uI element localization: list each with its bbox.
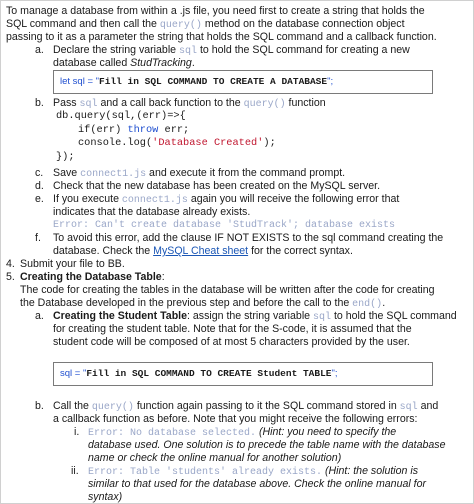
code-placeholder: Fill in SQL COMMAND TO CREATE Student TABLE (86, 368, 332, 379)
inline-code: query() (159, 20, 202, 31)
error-ii-line-3: syntax) (88, 491, 123, 503)
step-e-marker: e. (35, 193, 44, 205)
intro-text: method on the database connection object (201, 18, 405, 30)
intro-line-1 (6, 5, 425, 18)
intro-text: passing to it as a parameter the string that holds the SQL command and a callback function. (6, 31, 437, 43)
step-text: to hold the SQL command for creating a new (197, 44, 410, 56)
step-e-line-1 (53, 193, 399, 207)
hint-text: (Hint: you need to specify the (256, 426, 397, 438)
intro-line-2 (6, 18, 405, 32)
step-text: to hold the SQL command (331, 310, 457, 322)
intro-line-3 (6, 31, 437, 44)
item-5-paragraph-line-2 (20, 297, 385, 311)
step-c-marker: c. (35, 167, 44, 179)
step-d-marker: d. (35, 180, 44, 192)
inline-code: sql (313, 312, 332, 323)
inline-code: sql (179, 46, 198, 57)
step-d-line: Check that the new database has been created on the MySQL server. (53, 180, 381, 192)
error-i-line-3: name or check the online manual for another solution) (88, 452, 342, 464)
step-b-marker: b. (35, 97, 44, 109)
code-token: console.log( (78, 137, 153, 149)
step-f-line-1: To avoid this error, add the clause IF NOT EXISTS to the sql command creating the (53, 232, 444, 244)
inline-code: end() (352, 299, 383, 310)
sub-a-line-2: for creating the student table. Note that for the S-code, it is assumed that the (53, 323, 412, 335)
code-line-2 (56, 124, 276, 138)
item-5-heading (20, 271, 165, 284)
step-text: and execute it from the command prompt. (146, 167, 346, 179)
sub-b-marker: b. (35, 400, 44, 412)
no-database-error: Error: No database selected. (88, 428, 257, 439)
code-token: ); (263, 137, 276, 149)
item-5-paragraph-line-1: The code for creating the tables in the database will be written after the code for creating (20, 284, 435, 296)
section-title: Creating the Database Table (20, 271, 162, 283)
step-c-line (53, 167, 345, 181)
sub-a-line-3: student code will be composed of at most 5 characters provided by the user. (53, 336, 410, 348)
sub-b-line-2: a callback function as before. Note that you might receive the following errors: (53, 413, 418, 425)
mysql-cheat-sheet-link[interactable]: MySQL Cheat sheet (153, 245, 249, 257)
error-ii-marker: ii. (71, 465, 79, 477)
error-ii-line-2: similar to that used for the database above. Check the online manual for (88, 478, 427, 490)
create-table-code-box (53, 362, 433, 386)
table-exists-error: Error: Table 'students' already exists. (88, 467, 323, 478)
inline-code: connect1.js (80, 169, 147, 180)
step-text: If you execute (53, 193, 122, 205)
hint-text: (Hint: the solution is (322, 465, 419, 477)
step-f-marker: f. (35, 232, 41, 244)
code-prefix: sql = " (60, 368, 87, 379)
code-suffix: "; (331, 368, 338, 379)
paragraph-text: the Database developed in the previous step and before the call to the (20, 297, 353, 309)
step-text: function (285, 97, 326, 109)
step-text: Call the (53, 400, 92, 412)
step-text: again you will receive the following error that (187, 193, 400, 205)
error-i-marker: i. (74, 426, 80, 438)
sub-b-line-1 (53, 400, 438, 414)
step-text: for the correct syntax. (248, 245, 353, 257)
step-a-line-2 (53, 57, 195, 70)
inline-code: query() (91, 402, 134, 413)
error-i-line-1 (88, 426, 396, 440)
step-text: Pass (53, 97, 80, 109)
code-token: err; (158, 123, 190, 136)
inline-code: query() (243, 99, 286, 110)
item-4-text: Submit your file to BB. (20, 258, 125, 270)
create-database-code-box (53, 70, 433, 94)
database-exists-error: Error: Can't create database 'StudTrack'; database exists (53, 220, 396, 231)
step-text: function again passing to it the SQL command stored in (133, 400, 400, 412)
intro-text: To manage a database from within a .js file, you need first to create a string that holds the (6, 5, 425, 17)
inline-code: connect1.js (121, 195, 188, 206)
code-placeholder: Fill in SQL COMMAND TO CREATE A DATABASE (99, 76, 328, 87)
item-4-marker: 4. (6, 258, 15, 270)
database-name: StudTracking (130, 57, 192, 69)
step-e-line-2: indicates that the database already exists. (53, 206, 251, 218)
step-text: and a call back function to the (97, 97, 244, 109)
inline-code: sql (79, 99, 98, 110)
item-5-marker: 5. (6, 271, 15, 283)
code-keyword: throw (127, 123, 159, 136)
step-text: database. Check the (53, 245, 154, 257)
section-title-colon: : (161, 271, 165, 283)
code-token: if(err) (78, 123, 128, 136)
step-text: Save (53, 167, 81, 179)
code-line-4: }); (56, 150, 75, 163)
code-line-3 (56, 137, 276, 151)
sub-a-line-1 (53, 310, 457, 324)
step-a-marker: a. (35, 44, 44, 56)
step-text: . (191, 57, 195, 69)
paragraph-text: . (382, 297, 386, 309)
step-f-line-2 (53, 245, 353, 258)
step-text: database called (53, 57, 131, 69)
error-i-line-2: database used. One solution is to precede the table name with the database (88, 439, 446, 451)
code-prefix: let sql = " (60, 76, 100, 87)
step-text: : assign the string variable (187, 310, 314, 322)
intro-text: SQL command and then call the (6, 18, 160, 30)
code-line-1: db.query(sql,(err)=>{ (56, 110, 186, 122)
inline-code: sql (399, 402, 418, 413)
step-a-line-1 (53, 44, 410, 58)
code-string: 'Database Created' (152, 137, 264, 149)
sub-a-marker: a. (35, 310, 44, 322)
step-text: Declare the string variable (53, 44, 180, 56)
step-text: and (417, 400, 439, 412)
step-b-line (53, 97, 326, 111)
query-code-block (56, 110, 276, 164)
subsection-title: Creating the Student Table (53, 310, 187, 322)
code-suffix: "; (327, 76, 334, 87)
error-ii-line-1 (88, 465, 418, 479)
